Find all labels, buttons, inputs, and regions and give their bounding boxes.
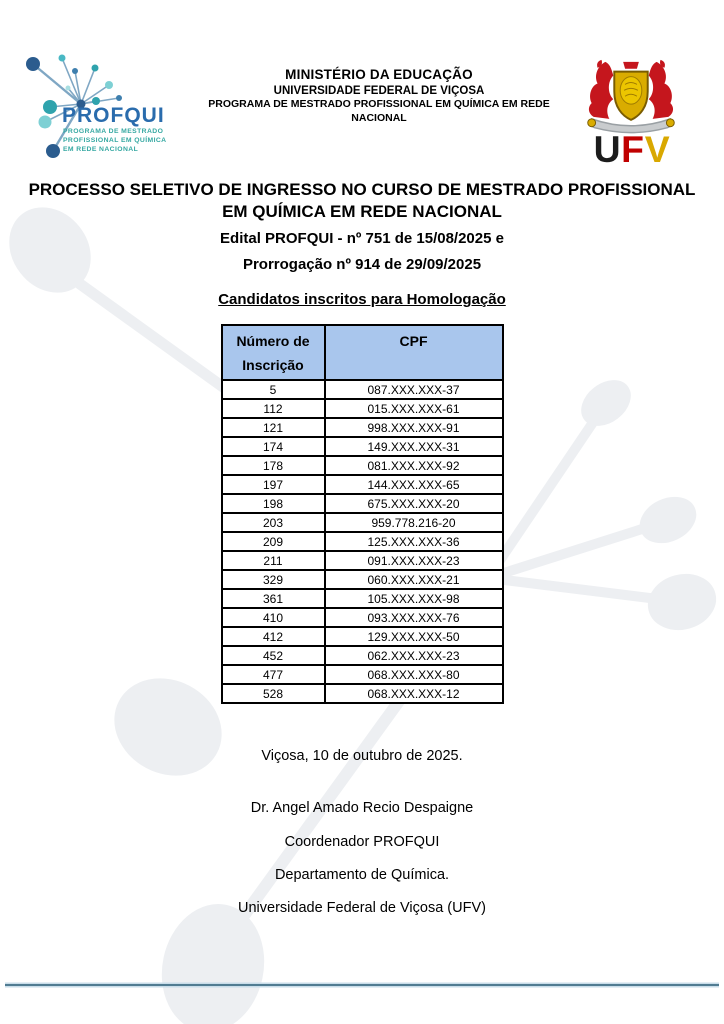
inscricao-header-line-1: Número de xyxy=(236,333,310,350)
table-row xyxy=(222,456,503,475)
signature-block xyxy=(0,792,724,925)
table-row xyxy=(222,589,503,608)
inscricao-cell: 211 xyxy=(222,551,325,570)
cpf-cell: 129.XXX.XXX-50 xyxy=(325,627,503,646)
inscricao-cell: 198 xyxy=(222,494,325,513)
table-row xyxy=(222,532,503,551)
table-row xyxy=(222,627,503,646)
inscricao-cell: 209 xyxy=(222,532,325,551)
profqui-wordmark: PROFQUI xyxy=(62,104,165,127)
cpf-cell: 015.XXX.XXX-61 xyxy=(325,399,503,418)
inscricao-cell: 178 xyxy=(222,456,325,475)
table-header-row xyxy=(222,325,503,380)
inscricao-cell: 5 xyxy=(222,380,325,399)
cpf-cell: 087.XXX.XXX-37 xyxy=(325,380,503,399)
table-row xyxy=(222,437,503,456)
cpf-cell: 093.XXX.XXX-76 xyxy=(325,608,503,627)
inscricao-cell: 112 xyxy=(222,399,325,418)
ufv-letter-u: U xyxy=(593,128,621,170)
cpf-cell: 068.XXX.XXX-12 xyxy=(325,684,503,703)
inscricao-cell: 528 xyxy=(222,684,325,703)
edital-line-1: Edital PROFQUI - nº 751 de 15/08/2025 e xyxy=(220,230,504,248)
table-row xyxy=(222,380,503,399)
candidates-table xyxy=(221,324,504,704)
table-row xyxy=(222,684,503,703)
profqui-molecule-icon xyxy=(18,52,190,164)
ufv-logo xyxy=(572,52,690,175)
table-row xyxy=(222,551,503,570)
program-line: PROGRAMA DE MESTRADO PROFISSIONAL EM QUÍMICA EM REDE xyxy=(208,98,550,111)
ministry-line: MINISTÉRIO DA EDUCAÇÃO xyxy=(285,67,473,82)
inscricao-cell: 412 xyxy=(222,627,325,646)
cpf-cell: 959.778.216-20 xyxy=(325,513,503,532)
cpf-cell: 149.XXX.XXX-31 xyxy=(325,437,503,456)
table-row xyxy=(222,418,503,437)
inscricao-cell: 121 xyxy=(222,418,325,437)
inscricao-cell: 452 xyxy=(222,646,325,665)
ufv-letter-v: V xyxy=(644,128,670,170)
edital-line-2: Prorrogação nº 914 de 29/09/2025 xyxy=(242,255,482,273)
program-line-2: NACIONAL xyxy=(351,112,407,125)
cpf-cell: 144.XXX.XXX-65 xyxy=(325,475,503,494)
cpf-cell: 105.XXX.XXX-98 xyxy=(325,589,503,608)
profqui-subtext-1: PROGRAMA DE MESTRADO xyxy=(63,128,164,135)
table-row xyxy=(222,646,503,665)
table-row xyxy=(222,608,503,627)
cpf-column-header: CPF xyxy=(325,325,503,380)
ufv-letter-f: F xyxy=(621,128,644,170)
signer-name: Dr. Angel Amado Recio Despaigne xyxy=(250,800,474,817)
table-row xyxy=(222,570,503,589)
list-subtitle: Candidatos inscritos para Homologação xyxy=(218,291,506,309)
date-line: Viçosa, 10 de outubro de 2025. xyxy=(261,748,463,765)
table-row xyxy=(222,513,503,532)
ufv-crest-icon xyxy=(572,52,690,170)
inscricao-header-line-2: Inscrição xyxy=(242,356,304,373)
signer-university: Universidade Federal de Viçosa (UFV) xyxy=(238,900,486,917)
inscricao-column-header xyxy=(222,325,325,380)
inscricao-cell: 361 xyxy=(222,589,325,608)
profqui-logo xyxy=(18,52,190,169)
letterhead xyxy=(0,0,724,175)
profqui-subtext-3: EM REDE NACIONAL xyxy=(63,146,139,153)
inscricao-cell: 203 xyxy=(222,513,325,532)
inscricao-cell: 410 xyxy=(222,608,325,627)
document-title-line-1: PROCESSO SELETIVO DE INGRESSO NO CURSO DE MESTRADO PROFISSIONAL xyxy=(28,180,696,199)
cpf-cell: 998.XXX.XXX-91 xyxy=(325,418,503,437)
inscricao-cell: 329 xyxy=(222,570,325,589)
profqui-subtext-2: PROFISSIONAL EM QUÍMICA xyxy=(63,137,167,144)
cpf-cell: 068.XXX.XXX-80 xyxy=(325,665,503,684)
university-line: UNIVERSIDADE FEDERAL DE VIÇOSA xyxy=(273,84,485,97)
title-block xyxy=(0,179,724,308)
institution-header xyxy=(190,52,568,126)
cpf-cell: 081.XXX.XXX-92 xyxy=(325,456,503,475)
inscricao-cell: 174 xyxy=(222,437,325,456)
signer-department: Departamento de Química. xyxy=(274,866,450,883)
cpf-cell: 062.XXX.XXX-23 xyxy=(325,646,503,665)
document-title-line-2: EM QUÍMICA EM REDE NACIONAL xyxy=(222,202,502,222)
table-row xyxy=(222,494,503,513)
table-row xyxy=(222,399,503,418)
cpf-cell: 125.XXX.XXX-36 xyxy=(325,532,503,551)
cpf-cell: 091.XXX.XXX-23 xyxy=(325,551,503,570)
signer-role: Coordenador PROFQUI xyxy=(284,833,440,850)
table-row xyxy=(222,475,503,494)
footer-divider xyxy=(5,984,719,986)
table-row xyxy=(222,665,503,684)
inscricao-cell: 477 xyxy=(222,665,325,684)
inscricao-cell: 197 xyxy=(222,475,325,494)
cpf-cell: 060.XXX.XXX-21 xyxy=(325,570,503,589)
cpf-cell: 675.XXX.XXX-20 xyxy=(325,494,503,513)
